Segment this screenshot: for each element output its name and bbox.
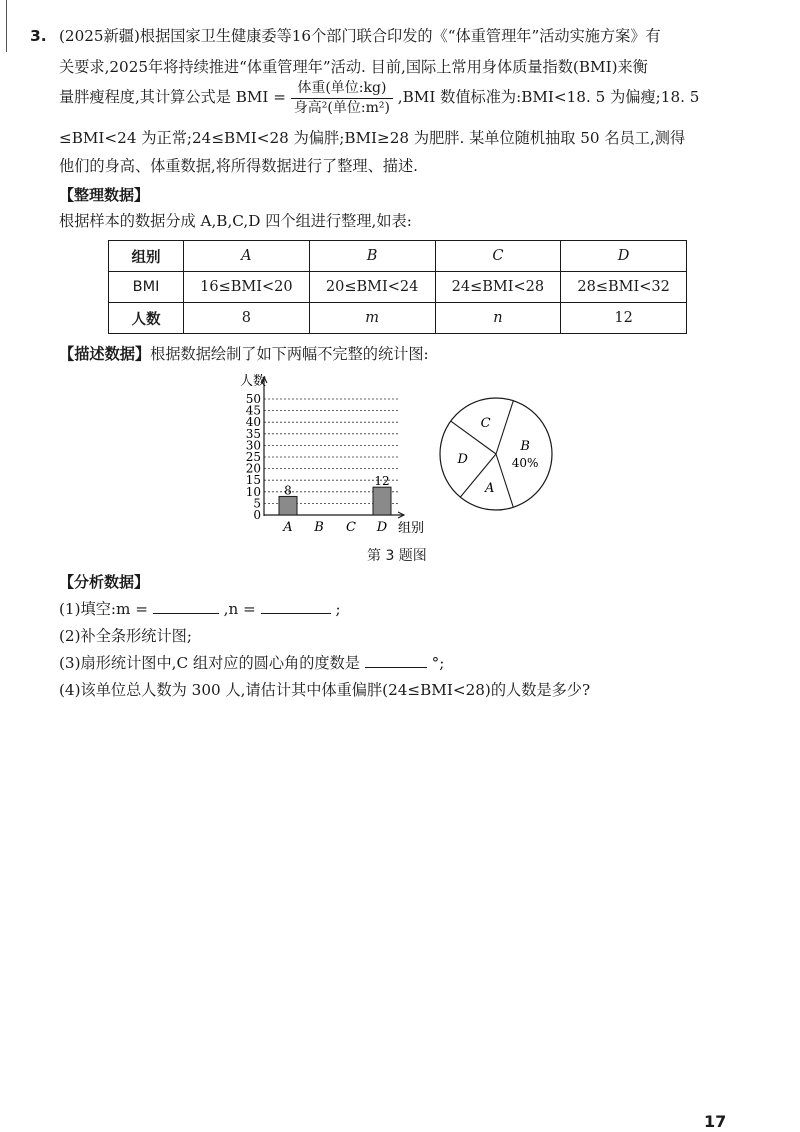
data-table xyxy=(108,240,687,334)
table-cell: 16≤BMI<20 xyxy=(184,272,310,303)
section-describe-text: 根据数据绘制了如下两幅不完整的统计图: xyxy=(150,345,429,363)
question-4: (4)该单位总人数为 300 人,请估计其中体重偏胖(24≤BMI<28)的人数是多少? xyxy=(59,681,591,699)
pie-value-label: 40% xyxy=(511,456,539,470)
section-describe xyxy=(59,343,429,365)
table-cell: D xyxy=(561,241,687,272)
problem-line-3-end: ,BMI 数值标准为:BMI<18. 5 为偏瘦;18. 5 xyxy=(397,88,700,106)
answer-blank-n[interactable] xyxy=(261,613,331,614)
table-cell: 8 xyxy=(184,303,310,334)
y-tick-label: 35 xyxy=(245,426,261,441)
table-cell: 20≤BMI<24 xyxy=(309,272,435,303)
y-tick-label: 50 xyxy=(245,392,261,406)
pie-slice-B xyxy=(496,401,513,454)
x-tick-label: B xyxy=(314,520,324,535)
formula-denominator: 身高²(单位:m²) xyxy=(293,99,390,116)
table-row-header: 组别 xyxy=(109,241,184,272)
table-row-header: BMI xyxy=(109,272,184,303)
formula-numerator: 体重(单位:kg) xyxy=(291,80,393,99)
table-row-count xyxy=(109,303,687,334)
problem-line-1: (2025新疆)根据国家卫生健康委等16个部门联合印发的《“体重管理年”活动实施方案》有 xyxy=(59,27,661,45)
section-describe-title: 【描述数据】 xyxy=(59,345,151,363)
question-3-text: (3)扇形统计图中,C 组对应的圆心角的度数是 xyxy=(59,654,360,672)
scan-edge-line xyxy=(6,0,7,52)
x-tick-label: C xyxy=(346,520,356,535)
problem-line-3-start: 量胖瘦程度,其计算公式是 BMI = xyxy=(59,88,286,106)
y-tick-label: 15 xyxy=(245,473,261,488)
problem-line-4: ≤BMI<24 为正常;24≤BMI<28 为偏胖;BMI≥28 为肥胖. 某单位随机抽取 50 名员工,测得 xyxy=(59,129,686,147)
y-tick-label: 40 xyxy=(245,415,261,430)
question-1 xyxy=(59,598,341,620)
bmi-formula xyxy=(291,80,393,117)
problem-number: 3. xyxy=(30,27,47,45)
question-2: (2)补全条形统计图; xyxy=(59,627,192,645)
pie-slice-A xyxy=(496,454,513,507)
bar-data-label: 8 xyxy=(284,483,292,498)
question-1-n-label: ,n = xyxy=(223,600,256,618)
y-tick-label: 5 xyxy=(253,496,261,511)
x-axis-title: 组别 xyxy=(398,521,425,536)
table-cell: m xyxy=(309,303,435,334)
y-axis-title: 人数 xyxy=(240,374,267,389)
y-tick-label: 25 xyxy=(245,450,261,464)
table-cell: C xyxy=(435,241,561,272)
x-tick-label: A xyxy=(283,520,293,535)
bar-chart xyxy=(228,368,428,538)
section-organize-text: 根据样本的数据分成 A,B,C,D 四个组进行整理,如表: xyxy=(59,212,412,230)
x-tick-label: D xyxy=(376,520,388,535)
bar-A xyxy=(279,496,297,515)
pie-label: D xyxy=(457,452,468,468)
table-cell: 12 xyxy=(561,303,687,334)
section-organize-title: 【整理数据】 xyxy=(59,186,150,204)
table-cell: A xyxy=(184,241,310,272)
bar-D xyxy=(373,487,391,515)
problem-line-3 xyxy=(59,78,699,117)
problem-line-2: 关要求,2025年将持续推进“体重管理年”活动. 目前,国际上常用身体质量指数(BMI)来衡 xyxy=(59,58,648,76)
table-cell: 28≤BMI<32 xyxy=(561,272,687,303)
y-tick-label: 20 xyxy=(245,461,261,476)
figure-caption: 第 3 题图 xyxy=(367,548,427,564)
page-number: 17 xyxy=(704,1112,727,1131)
table-cell: n xyxy=(435,303,561,334)
answer-blank-angle[interactable] xyxy=(365,667,427,668)
table-row-group xyxy=(109,241,687,272)
question-1-end: ; xyxy=(335,600,341,618)
pie-label: C xyxy=(480,416,491,432)
y-tick-label: 30 xyxy=(245,438,261,453)
table-cell: 24≤BMI<28 xyxy=(435,272,561,303)
question-3-end: °; xyxy=(431,654,445,672)
section-analyze-title: 【分析数据】 xyxy=(59,573,150,591)
problem-line-5: 他们的身高、体重数据,将所得数据进行了整理、描述. xyxy=(59,157,418,175)
bar-data-label: 12 xyxy=(374,474,390,489)
y-tick-label: 10 xyxy=(245,484,261,499)
pie-chart xyxy=(436,394,556,514)
table-row-header: 人数 xyxy=(109,303,184,334)
table-row-bmi xyxy=(109,272,687,303)
y-tick-label: 0 xyxy=(253,508,261,522)
pie-label: B xyxy=(520,439,530,454)
y-tick-label: 45 xyxy=(245,403,261,418)
question-3 xyxy=(59,652,444,674)
pie-label: A xyxy=(485,481,495,497)
question-1-label: (1)填空:m = xyxy=(59,600,148,618)
table-cell: B xyxy=(309,241,435,272)
answer-blank-m[interactable] xyxy=(153,613,219,614)
